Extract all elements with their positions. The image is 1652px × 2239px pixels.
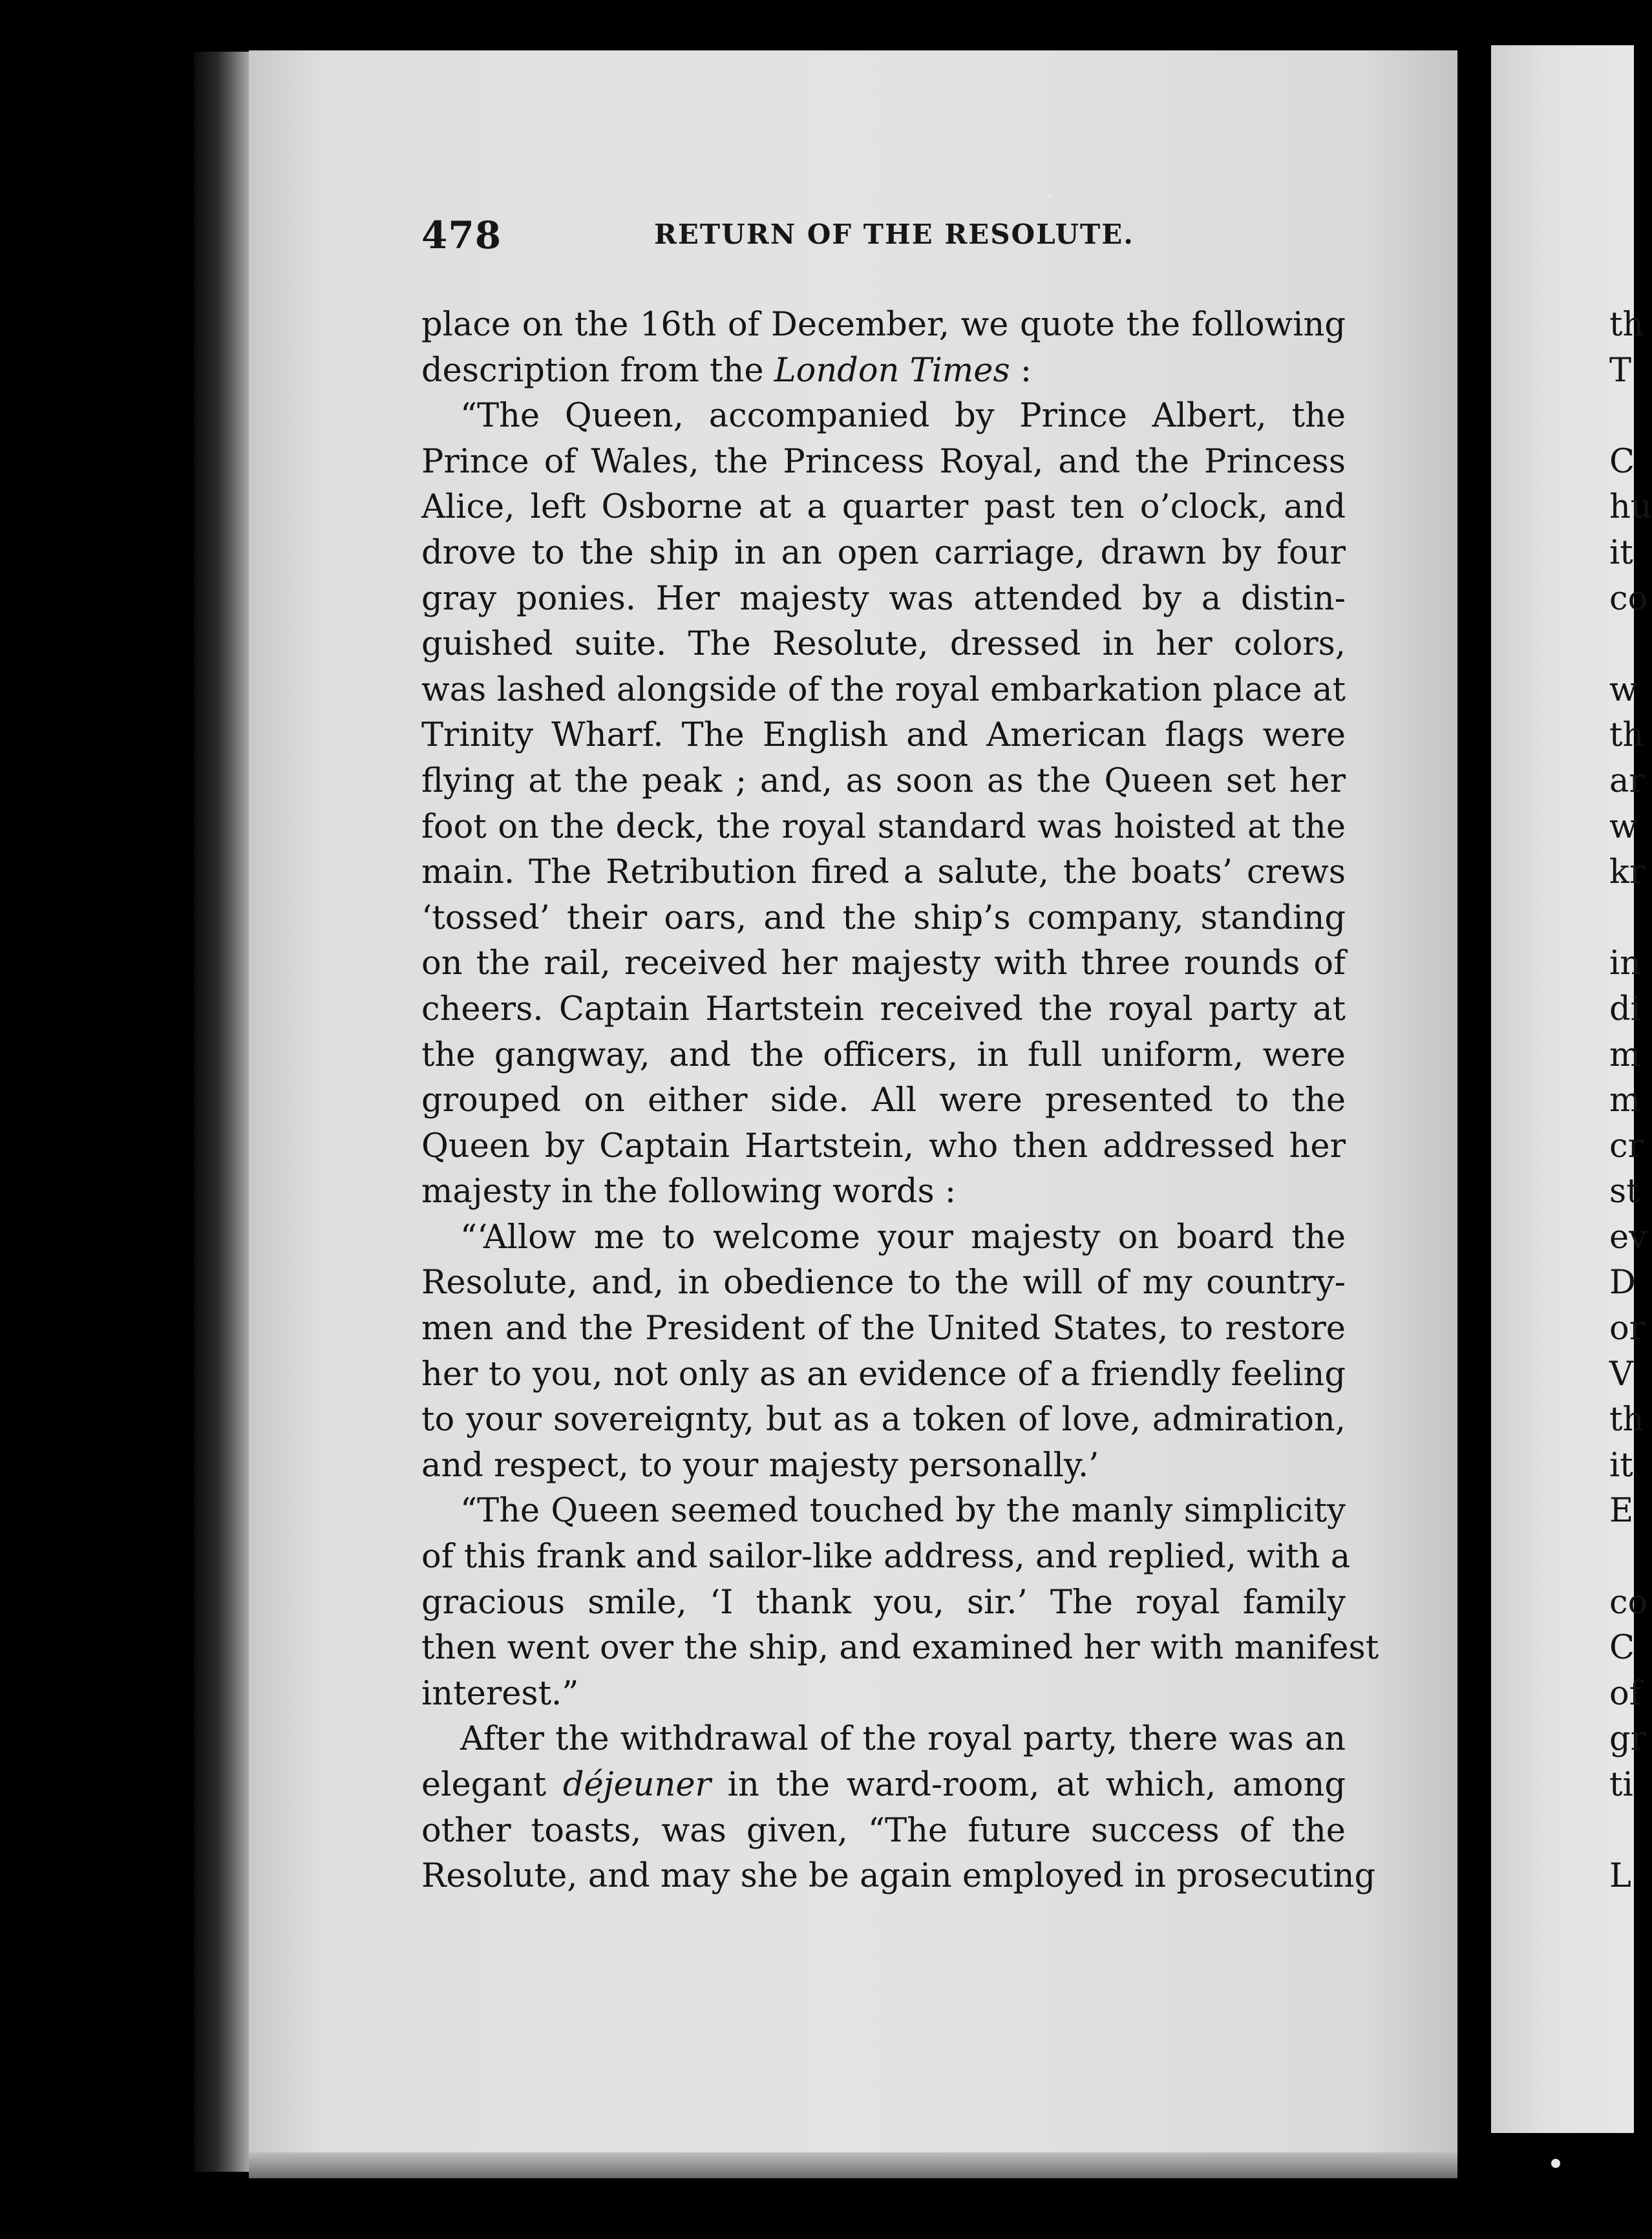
text-line: foot on the deck, the royal standard was hoisted at the xyxy=(421,807,1346,846)
facing-page-fragment: kr xyxy=(1609,853,1646,892)
text-line: Resolute, and may she be again employed in prosecuting xyxy=(421,1857,1376,1896)
scan-speck xyxy=(1047,194,1051,198)
text-line: guished suite. The Resolute, dressed in her colors, xyxy=(421,625,1346,664)
facing-page-fragment: m xyxy=(1609,1035,1641,1074)
text-line: Prince of Wales, the Princess Royal, and the Princess xyxy=(421,442,1346,481)
body-text xyxy=(421,302,1379,1900)
facing-page-fragment: w xyxy=(1609,807,1638,846)
text-line: her to you, not only as an evidence of a friendly feeling xyxy=(421,1355,1346,1394)
facing-page-fragment: it xyxy=(1609,1446,1633,1485)
facing-page-fragment: C xyxy=(1609,442,1635,481)
text-line: “‘Allow me to welcome your majesty on board the xyxy=(460,1218,1346,1257)
facing-page-fragment: of xyxy=(1609,1674,1642,1713)
book-spine-shadow xyxy=(194,52,252,2172)
text-line: ‘tossed’ their oars, and the ship’s company, standing xyxy=(421,898,1346,937)
facing-page-fragment: ev xyxy=(1609,1218,1647,1257)
facing-page-fragment: th xyxy=(1609,716,1644,755)
text-line: the gangway, and the officers, in full uniform, were xyxy=(421,1035,1346,1074)
text-line: drove to the ship in an open carriage, drawn by four xyxy=(421,533,1346,572)
page-gutter xyxy=(1457,39,1491,2191)
facing-page-fragment: w xyxy=(1609,670,1638,709)
facing-page-fragment: ti xyxy=(1609,1766,1633,1804)
facing-page-fragment: D xyxy=(1609,1264,1636,1302)
text-line: cheers. Captain Hartstein received the royal party at xyxy=(421,990,1346,1028)
text-line: to your sovereignty, but as a token of love, admiration, xyxy=(421,1401,1346,1439)
facing-page-fragment xyxy=(1609,1534,1634,1580)
facing-page-text-fragments xyxy=(1609,302,1652,1900)
text-line: then went over the ship, and examined her with manifest xyxy=(421,1629,1379,1668)
facing-page-fragment: cr xyxy=(1609,1127,1644,1165)
scan-speck xyxy=(1551,2159,1560,2168)
facing-page-fragment: it xyxy=(1609,533,1633,572)
text-line: Queen by Captain Hartstein, who then addressed her xyxy=(421,1127,1346,1165)
text-line: gracious smile, ‘I thank you, sir.’ The royal family xyxy=(421,1583,1346,1622)
text-line: “The Queen seemed touched by the manly simplicity xyxy=(460,1492,1346,1531)
facing-page-fragment: C xyxy=(1609,1629,1635,1668)
text-line: interest.” xyxy=(421,1674,579,1713)
facing-page-fragment: L xyxy=(1609,1857,1631,1896)
text-line: Alice, left Osborne at a quarter past ten o’clock, and xyxy=(421,488,1346,527)
facing-page-fragment: in xyxy=(1609,944,1642,983)
facing-page-fragment: th xyxy=(1609,306,1644,344)
facing-page-fragment: di xyxy=(1609,990,1641,1028)
text-line: grouped on either side. All were presented to the xyxy=(421,1081,1346,1120)
facing-page-fragment: T xyxy=(1609,351,1632,390)
text-line: and respect, to your majesty personally.’ xyxy=(421,1446,1099,1485)
page-header xyxy=(421,213,1339,265)
text-line: of this frank and sailor-like address, and replied, with a xyxy=(421,1538,1351,1576)
facing-page-fragment: m xyxy=(1609,1081,1641,1120)
text-line: elegant déjeuner in the ward-room, at which, among xyxy=(421,1766,1346,1804)
text-line: “The Queen, accompanied by Prince Albert, the xyxy=(460,397,1346,436)
facing-page-fragment xyxy=(1609,896,1634,942)
text-line: Trinity Wharf. The English and American flags were xyxy=(421,716,1346,755)
facing-page-fragment: co xyxy=(1609,1583,1648,1622)
facing-page-fragment xyxy=(1609,394,1634,440)
text-line: men and the President of the United States, to restore xyxy=(421,1310,1346,1348)
facing-page-fragment: V xyxy=(1609,1355,1633,1394)
facing-page-fragment xyxy=(1609,1809,1634,1854)
facing-page-fragment: hu xyxy=(1609,488,1652,527)
facing-page-fragment: co xyxy=(1609,579,1648,618)
text-line: majesty in the following words : xyxy=(421,1173,957,1211)
text-line: flying at the peak ; and, as soon as the Queen set her xyxy=(421,761,1346,800)
text-line: Resolute, and, in obedience to the will of my country- xyxy=(421,1264,1346,1302)
text-line: main. The Retribution fired a salute, the boats’ crews xyxy=(421,853,1346,892)
facing-page-fragment: gr xyxy=(1609,1720,1647,1759)
text-line: place on the 16th of December, we quote the following xyxy=(421,306,1346,344)
facing-page-fragment: st xyxy=(1609,1173,1640,1211)
text-line: After the withdrawal of the royal party, there was an xyxy=(460,1720,1346,1759)
text-line: other toasts, was given, “The future success of the xyxy=(421,1811,1346,1850)
text-line: on the rail, received her majesty with three rounds of xyxy=(421,944,1346,983)
text-line: description from the London Times : xyxy=(421,351,1032,390)
facing-page-fragment: E xyxy=(1609,1492,1634,1531)
text-line: was lashed alongside of the royal embarkation place at xyxy=(421,670,1346,709)
facing-page-fragment xyxy=(1609,622,1634,668)
page-number: 478 xyxy=(421,213,502,257)
page-bottom-edge xyxy=(249,2152,1457,2178)
facing-page-fragment: th xyxy=(1609,1401,1644,1439)
text-line: gray ponies. Her majesty was attended by a distin- xyxy=(421,579,1346,618)
facing-page-fragment: ar xyxy=(1609,761,1645,800)
running-head: RETURN OF THE RESOLUTE. xyxy=(654,218,1134,250)
facing-page-fragment: or xyxy=(1609,1310,1646,1348)
